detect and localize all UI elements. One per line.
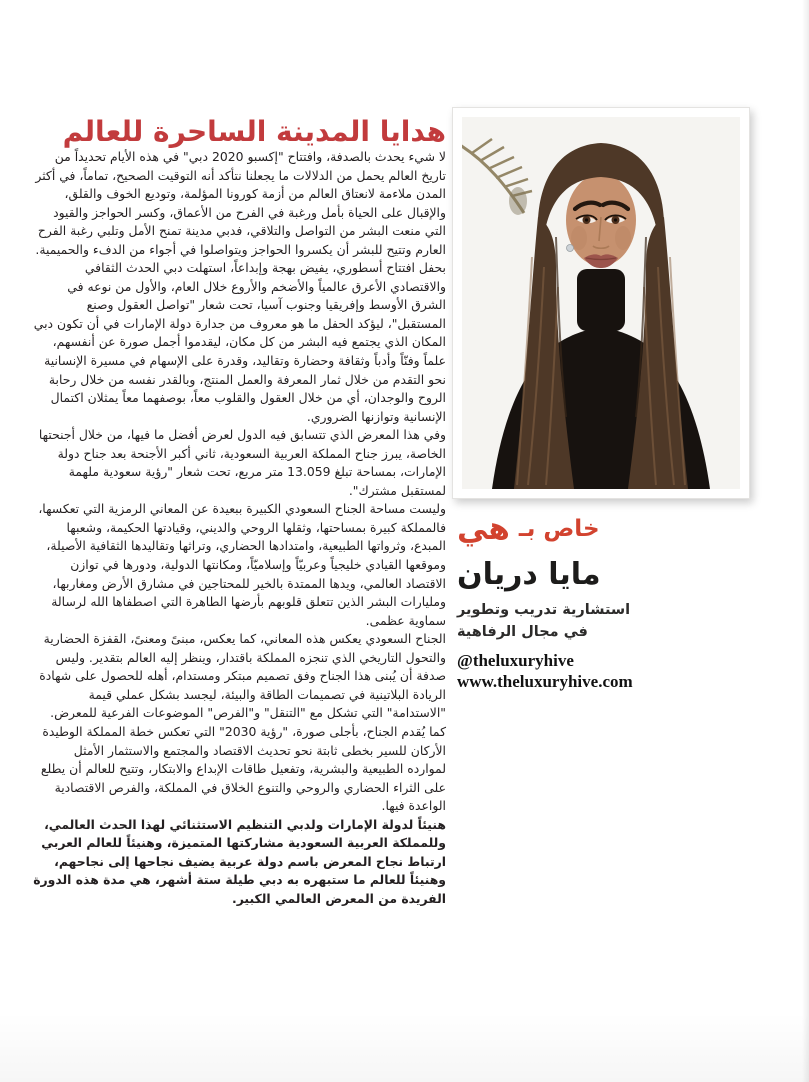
author-name: مايا دريان xyxy=(457,557,601,592)
exclusive-row xyxy=(457,503,757,555)
social-handle-link[interactable]: @theluxuryhive xyxy=(457,651,574,670)
author-links xyxy=(457,650,757,692)
author-portrait-photo xyxy=(452,107,750,499)
hia-magazine-logo: هي xyxy=(457,510,510,547)
article-paragraph: بحفل افتتاح أسطوري، يفيض بهجة وإبداعاً، استهلت دبي الحدث الثقافي والاقتصادي الأعرق عالمياً والأضخم والأروع خلال العام، والأول من نوعه في الشرق الأوسط وإفريقيا وجنوب آسيا، تحت شعار "تواصل العقول وصنع المستقبل"، ليؤكد الحفل ما هو معروف من جدارة دولة الإمارات في أن تكون دبي المكان الذي يجتمع فيه البشر من كل مكان، ليقدموا أجمل صورة عن أنفسهم، علماً وفنّاً وأدباً وثقافة وحضارة وتقاليد، وقدرة على الإسهام في مسيرة الإنسانية نحو التقدم من خلال ثمار المعرفة والعمل المنتج، وبالقدر نفسه من خلال رحابة الروح والوجدان، أي من خلال العقول والقلوب معاً، بوصفهما معاً يمثلان اكتمال الإنسانية وتوازنها الضروري. xyxy=(33,260,446,424)
website-link[interactable]: www.theluxuryhive.com xyxy=(457,672,633,691)
article-paragraph: الجناح السعودي يعكس هذه المعاني، كما يعكس، مبنىً ومعنىً، القفزة الحضارية والتحول التاريخي الذي تنجزه المملكة باقتدار، وينظر إليه العالم بتقدير. وليس صدفة أن يُبنى هذا الجناح وفق تصميم مبتكر ومستدام، أهله للحصول على شهادة الريادة البلاتينية في تصميمات الطاقة والبيئة، ليجسد بشكل عملي قيمة "الاستدامة" التي تشكل مع "التنقل" و"الفرص" الموضوعات الفرعية للمعرض. كما يُقدم الجناح، بأجلى صورة، "رؤية 2030" التي تعكس خطة المملكة الوطيدة الأركان للسير بخطى ثابتة نحو تحديث الاقتصاد والمجتمع والاستثمار الأمثل لموارده الطبيعية والبشرية، وتفعيل طاقات الإبداع والابتكار، وتتيح للعالم أن يطلع على الثراء الحضاري والروحي والتنوع الخلاق في المملكة، والفرص الاقتصادية الواعدة فيها. xyxy=(39,631,446,814)
article-body xyxy=(32,148,446,908)
byline-block xyxy=(457,503,757,692)
article-closing-paragraph: هنيئاً لدولة الإمارات ولدبي التنظيم الاستثنائي لهذا الحدث العالمي، وللمملكة العربية السعودية مشاركتها المتميزة، وهنيئاً للعالم العربي ارتباط نجاح المعرض باسم دولة عربية يضيف نجاحها إلى نجاحهم، وهنيئاً للعالم ما ستبهره به دبي طيلة ستة أشهر، هي مدة هذه الدورة الفريدة من المعرض العالمي الكبير. xyxy=(33,816,446,906)
article-paragraph: وليست مساحة الجناح السعودي الكبيرة ببعيدة عن المعاني الرمزية التي تعكسها، فالمملكة كبيرة بمساحتها، وثقلها الروحي والديني، وقيادتها الحكيمة، وشعبها المبدع، وثرواتها الطبيعية، وامتدادها الحضاري، وتراثها وتقاليدها الثقافية الأصيلة، وموقعها القيادي خليجياً وعربيّاً وإسلاميّاً، ومكانتها الدولية، ودورها في توازن الاقتصاد العالمي، ويدها الممتدة بالخير للمحتاجين في مشارق الأرض ومغاربها، ومليارات البشر الذين تتعلق قلوبهم بأرضها الطاهرة التي اصطفاها الله لرسالة سماوية عظمى. xyxy=(38,501,446,628)
portrait-illustration xyxy=(462,117,740,489)
author-title-line1: استشارية تدريب وتطوير xyxy=(457,602,631,618)
author-title-line2: في مجال الرفاهية xyxy=(457,623,588,640)
article-paragraph: وفي هذا المعرض الذي تتسابق فيه الدول لعرض أفضل ما فيها، من خلال أجنحتها الخاصة، يبرز جناح المملكة العربية السعودية، ثاني أكبر الأجنحة بعد جناح دولة الإمارات، بمساحة تبلغ 13.059 متر مربع، تحت شعار "رؤية سعودية ملهمة لمستقبل مشترك". xyxy=(38,427,446,498)
exclusive-label: خاص بـ xyxy=(518,516,600,542)
article-paragraph: لا شيء يحدث بالصدفة، وافتتاح "إكسبو 2020 دبي" في هذه الأيام تحديداً من تاريخ العالم يحمل من الدلالات ما يجعلنا نتأكد أنه التوقيت الصحيح، تماماً، في أكثر المدن ملاءمة لانعتاق العالم من أزمة كورونا المؤلمة، وتوديع الخوف والقلق، والإقبال على الحياة بأمل ورغبة في الفرح من الأعماق، وكسر الحواجز والقيود التي منعت البشر من التواصل والتلاقي، فدبي مدينة تمنح الأمل وتلبي رغبة الفرح العارم وتتيح للبشر أن يكسروا الحواجز ويتواصلوا في أجواء من الدفء والحميمية. xyxy=(35,149,446,257)
article-headline: هدايا المدينة الساحرة للعالم xyxy=(62,114,446,148)
